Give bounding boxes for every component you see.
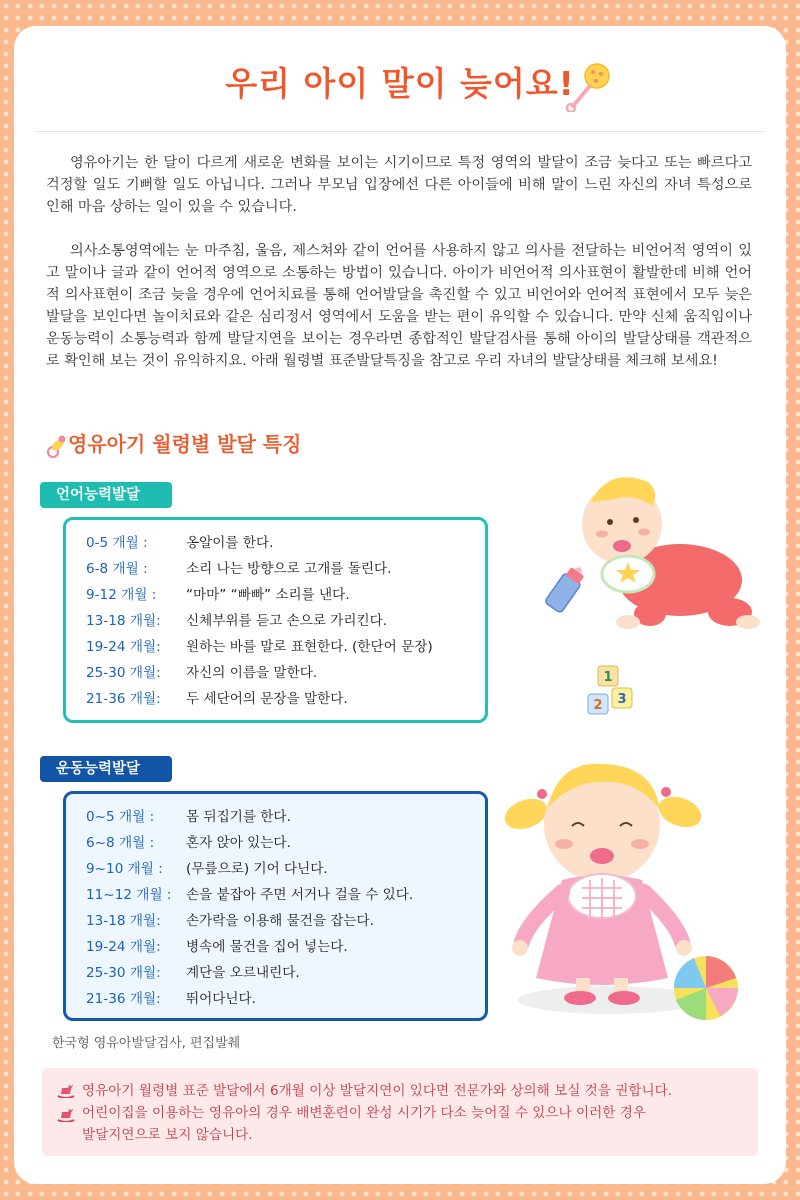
list-item: 11~12 개월 : 손을 붙잡아 주면 서거나 걸을 수 있다. (86, 887, 414, 903)
motor-badge: 운동능력발달 (40, 756, 172, 782)
ball-icon (674, 956, 738, 1020)
list-item: 21-36 개월: 뛰어다닌다. (86, 991, 256, 1007)
notice-text-1: 영유아기 월령별 표준 발달에서 6개월 이상 발달지연이 있다면 전문가와 상의해 보실 것을 권합니다. (82, 1083, 673, 1099)
pacifier-icon (46, 430, 68, 460)
list-item: 13-18 개월: 손가락을 이용해 물건을 잡는다. (86, 913, 374, 929)
list-item: 21-36 개월: 두 세단어의 문장을 말한다. (86, 691, 348, 707)
list-item: 13-18 개월: 신체부위를 듣고 손으로 가리킨다. (86, 613, 388, 629)
list-item: 9-12 개월 : “마마” “빠빠” 소리를 낸다. (86, 587, 350, 603)
list-item: 0-5 개월 : 옹알이를 한다. (86, 535, 274, 551)
language-badge: 언어능력발달 (40, 482, 172, 508)
notice-box (42, 1068, 758, 1156)
svg-text:3: 3 (617, 692, 627, 707)
motor-box (63, 791, 488, 1021)
language-list (86, 530, 433, 712)
svg-text:1: 1 (603, 670, 613, 685)
list-item: 25-30 개월: 계단을 오르내린다. (86, 965, 300, 981)
list-item: 6-8 개월 : 소리 나는 방향으로 고개를 돌린다. (86, 561, 392, 577)
list-item: 19-24 개월: 병속에 물건을 집어 넣는다. (86, 939, 348, 955)
page-title: 우리 아이 말이 늦어요! (225, 64, 575, 103)
svg-text:2: 2 (593, 698, 603, 713)
number-blocks-illustration (586, 664, 646, 724)
motor-list (86, 804, 413, 1012)
source-note: 한국형 영유아발달검사, 편집발췌 (52, 1036, 241, 1051)
section-title: 영유아기 월령별 발달 특징 (68, 432, 302, 456)
intro-paragraph-1: 영유아기는 한 달이 다르게 새로운 변화를 보이는 시기이므로 특정 영역의 발달이 조금 늦다고 또는 빠르다고 걱정할 일도 기뻐할 일도 아닙니다. 그러나 부모님 입장에선 다른 아이들에 비해 말이 느린 자신의 자녀 특성으로 인해 마음 상하는 일이 있을 수 있습니다. (46, 155, 752, 215)
language-box (63, 517, 488, 723)
rattle-icon (565, 62, 615, 112)
list-item: 19-24 개월: 원하는 바를 말로 표현한다. (한단어 문장) (86, 639, 433, 655)
notice-text-3: 발달지연으로 보지 않습니다. (82, 1127, 253, 1143)
crawling-baby-illustration (530, 462, 770, 642)
notice-text-2: 어린이집을 이용하는 영유아의 경우 배변훈련이 완성 시기가 다소 늦어질 수 있으나 이러한 경우 (82, 1105, 646, 1121)
list-item: 0~5 개월 : 몸 뒤집기를 한다. (86, 809, 291, 825)
rocking-horse-icon (56, 1104, 76, 1122)
title-divider (36, 131, 764, 132)
intro-paragraph-2: 의사소통영역에는 눈 마주침, 울음, 제스쳐와 같이 언어를 사용하지 않고 의사를 전달하는 비언어적 영역이 있고 말이나 글과 같이 언어적 영역으로 소통하는 방법이 있습니다. 아이가 비언어적 의사표현이 활발한데 비해 언어적 의사표현이 조금 늦을 경우에 언어치료를 통해 언어발달을 촉진할 수 있고 비언어와 언어적 표현에서 모두 늦은 발달을 보인다면 놀이치료와 같은 심리정서 영역에서 도움을 받는 편이 유익할 수 있습니다. 만약 신체 움직임이나 운동능력이 소통능력과 함께 발달지연을 보이는 경우라면 종합적인 발달검사를 통해 아이의 발달상태를 객관적으로 확인해 보는 것이 유익하지요. 아래 월령별 표준발달특징을 참고로 우리 자녀의 발달상태를 체크해 보세요! (46, 243, 752, 369)
toddler-girl-illustration (498, 752, 768, 1028)
list-item: 25-30 개월: 자신의 이름을 말한다. (86, 665, 318, 681)
rocking-horse-icon (56, 1080, 76, 1098)
list-item: 9~10 개월 : (무릎으로) 기어 다닌다. (86, 861, 328, 877)
list-item: 6~8 개월 : 혼자 앉아 있는다. (86, 835, 291, 851)
bottle-icon (544, 562, 588, 614)
